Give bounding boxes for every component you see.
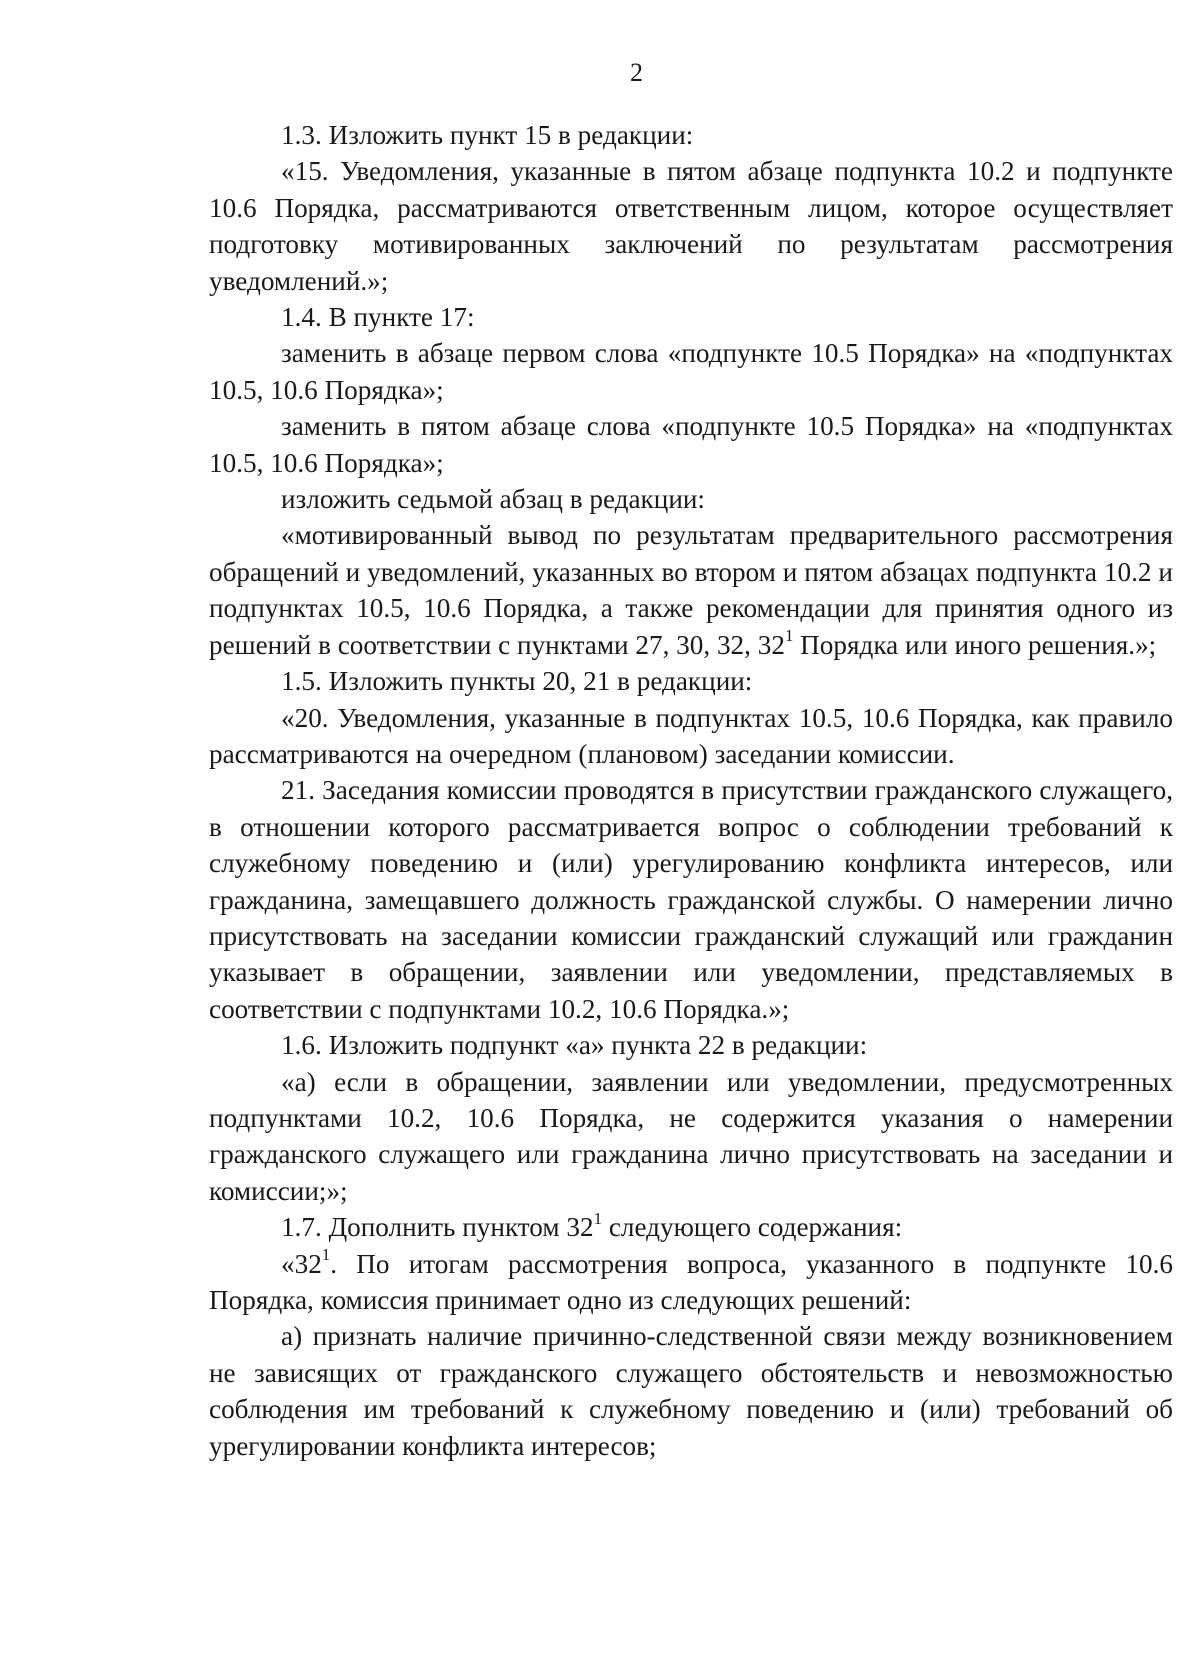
text-run: Порядка или иного решения.»; <box>793 629 1157 660</box>
superscript: 1 <box>321 1245 331 1265</box>
paragraph-item-32-1 <box>209 1246 1173 1319</box>
text-run: 1.7. Дополнить пунктом 32 <box>281 1212 594 1243</box>
superscript: 1 <box>784 626 794 646</box>
paragraph-motivated-conclusion <box>209 517 1173 663</box>
superscript: 1 <box>593 1208 603 1228</box>
text-run: . По итогам рассмотрения вопроса, указанного в подпункте 10.6 Порядка, комиссия принимает одно из следующих решений: <box>209 1248 1173 1315</box>
paragraph-1-5: 1.5. Изложить пункты 20, 21 в редакции: <box>281 666 753 697</box>
paragraph-replace-fifth: заменить в пятом абзаце слова «подпункте 10.5 Порядка» на «подпунктах 10.5, 10.6 Порядка»; <box>209 411 1173 478</box>
paragraph-item-20: «20. Уведомления, указанные в подпунктах 10.5, 10.6 Порядка, как правило рассматриваются на очередном (плановом) заседании комиссии. <box>209 702 1173 769</box>
paragraph-subitem-a: «а) если в обращении, заявлении или уведомлении, предусмотренных подпунктами 10.2, 10.6 Порядка, не содержится указания о намерении гражданского служащего или гражданина лично присутствовать на заседании и комиссии;»; <box>209 1066 1173 1206</box>
paragraph-1-4: 1.4. В пункте 17: <box>281 302 475 333</box>
paragraph-1-7 <box>209 1209 1173 1245</box>
text-run: «32 <box>281 1248 322 1279</box>
document-body <box>209 117 1173 1464</box>
paragraph-1-6: 1.6. Изложить подпункт «а» пункта 22 в редакции: <box>281 1030 868 1061</box>
paragraph-replace-first: заменить в абзаце первом слова «подпункте 10.5 Порядка» на «подпунктах 10.5, 10.6 Порядка»; <box>209 338 1173 405</box>
paragraph-decision-a: а) признать наличие причинно-следственной связи между возникновением не зависящих от гражданского служащего обстоятельств и невозможностью соблюдения им требований к служебному поведению и (или) требований об урегулировании конфликта интересов; <box>209 1321 1173 1461</box>
paragraph-seventh-abzac: изложить седьмой абзац в редакции: <box>281 484 705 515</box>
paragraph-1-3: 1.3. Изложить пункт 15 в редакции: <box>281 120 694 150</box>
paragraph-item-21: 21. Заседания комиссии проводятся в присутствии гражданского служащего, в отношении которого рассматривается вопрос о соблюдении требований к служебному поведению и (или) урегулированию конфликта интересов, или гражданина, замещавшего должность гражданской службы. О намерении лично присутствовать на заседании комиссии гражданский служащий или гражданин указывает в обращении, заявлении или уведомлении, представляемых в соответствии с подпунктами 10.2, 10.6 Порядка.»; <box>209 775 1173 1024</box>
text-run: «мотивированный вывод по результатам предварительного рассмотрения обращений и уведомлений, указанных во втором и пятом абзацах подпункта 10.2 и подпунктах 10.5, 10.6 Порядка, а также рекомендации для принятия одного из решений в соответствии с пунктами 27, 30, 32, 32 <box>209 520 1173 660</box>
page-number: 2 <box>630 58 643 87</box>
paragraph-item-15: «15. Уведомления, указанные в пятом абзаце подпункта 10.2 и подпункте 10.6 Порядка, рассматриваются ответственным лицом, которое осуществляет подготовку мотивированных заключений по результатам рассмотрения уведомлений.»; <box>209 156 1173 296</box>
text-run: следующего содержания: <box>602 1212 903 1243</box>
